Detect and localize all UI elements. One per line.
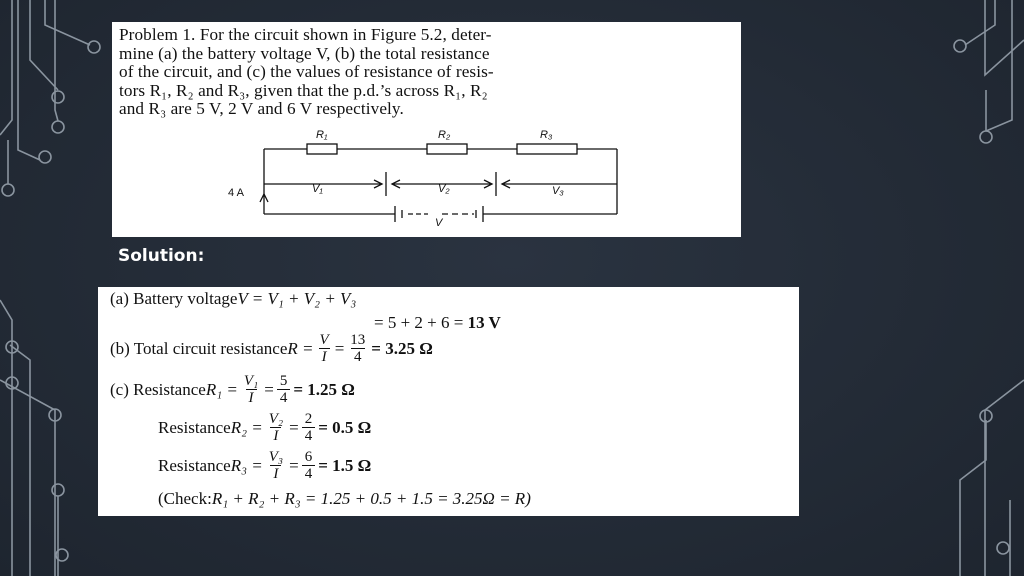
part-b-lhs: R = <box>287 338 314 358</box>
part-a-label: (a) Battery voltage <box>110 289 238 308</box>
fraction-6-over-4: $\frac{6}{4}$ <box>302 449 316 482</box>
r3-result: = 1.5 Ω <box>318 455 372 475</box>
part-a-calc: = 5 + 2 + 6 = <box>374 313 464 332</box>
problem-card <box>112 22 741 237</box>
part-b-result: = 3.25 Ω <box>371 338 433 358</box>
solution-line-a <box>110 289 356 309</box>
r2-result: = 0.5 Ω <box>318 417 372 437</box>
label-v1: V₁ <box>312 183 323 195</box>
r3-label: Resistance <box>158 455 231 475</box>
label-battery: V <box>435 217 443 229</box>
label-v2: V₂ <box>438 183 450 195</box>
r2-lhs: R₂ = <box>230 417 263 437</box>
solution-card <box>98 287 799 516</box>
check-body: R₁ + R₂ + R₃ = 1.25 + 0.5 + 1.5 = 3.25Ω = R) <box>211 489 531 508</box>
fraction-2-over-4: $\frac{2}{4}$ <box>302 411 316 444</box>
fraction-v3-over-i: $\frac{\text{V₃}}{I}$ <box>268 449 284 482</box>
r1-lhs: R₁ = <box>205 379 238 399</box>
solution-heading: Solution: <box>118 246 205 266</box>
solution-line-b: (b) Total circuit resistance R = $\frac{V}{I}$ = $\frac{13}{4}$ = 3.25 Ω <box>110 332 433 365</box>
label-r1: R₁ <box>316 129 328 141</box>
solution-line-check <box>158 489 531 509</box>
part-c-label: (c) Resistance <box>110 379 206 399</box>
solution-line-r1: (c) Resistance R₁ = $\frac{\text{V₁}}{I}$ = $\frac{5}{4}$ = 1.25 Ω <box>110 373 355 406</box>
r3-lhs: R₃ = <box>230 455 263 475</box>
label-r3: R₃ <box>540 129 553 141</box>
fraction-v1-over-i: $\frac{\text{V₁}}{I}$ <box>243 373 259 406</box>
resistor-r2 <box>427 144 467 154</box>
fraction-13-over-4: $\frac{13}{4}$ <box>350 332 366 365</box>
fraction-v2-over-i: $\frac{\text{V₂}}{I}$ <box>268 411 284 444</box>
part-a-result: 13 V <box>467 313 501 332</box>
r2-label: Resistance <box>158 417 231 437</box>
resistor-r3 <box>517 144 577 154</box>
fraction-5-over-4: $\frac{5}{4}$ <box>277 373 291 406</box>
problem-line: of the circuit, and (c) the values of resistance of resis- <box>119 62 494 82</box>
solution-line-r2: Resistance R₂ = $\frac{\text{V₂}}{I}$ = $\frac{2}{4}$ = 0.5 Ω <box>158 411 372 444</box>
label-v3: V₃ <box>552 185 564 197</box>
resistor-r1 <box>307 144 337 154</box>
label-r2: R₂ <box>438 129 451 141</box>
fraction-v-over-i: $\frac{V}{I}$ <box>319 332 329 365</box>
check-open: (Check: <box>158 489 212 508</box>
r1-result: = 1.25 Ω <box>293 379 355 399</box>
circuit-diagram <box>112 22 741 237</box>
part-a-equation: V = V₁ + V₂ + V₃ <box>237 289 357 308</box>
solution-line-a-calc <box>374 313 501 333</box>
part-b-label: (b) Total circuit resistance <box>110 338 288 358</box>
problem-line: mine (a) the battery voltage V, (b) the total resistance <box>119 43 490 63</box>
problem-line: tors R₁, R₂ and R₃, given that the p.d.’s across R₁, R₂ <box>119 80 488 100</box>
problem-line: Problem 1. For the circuit shown in Figure 5.2, deter- <box>119 25 492 44</box>
problem-line: and R₃ are 5 V, 2 V and 6 V respectively. <box>119 99 404 119</box>
label-current: 4 A <box>228 187 244 199</box>
solution-line-r3: Resistance R₃ = $\frac{\text{V₃}}{I}$ = $\frac{6}{4}$ = 1.5 Ω <box>158 449 372 482</box>
